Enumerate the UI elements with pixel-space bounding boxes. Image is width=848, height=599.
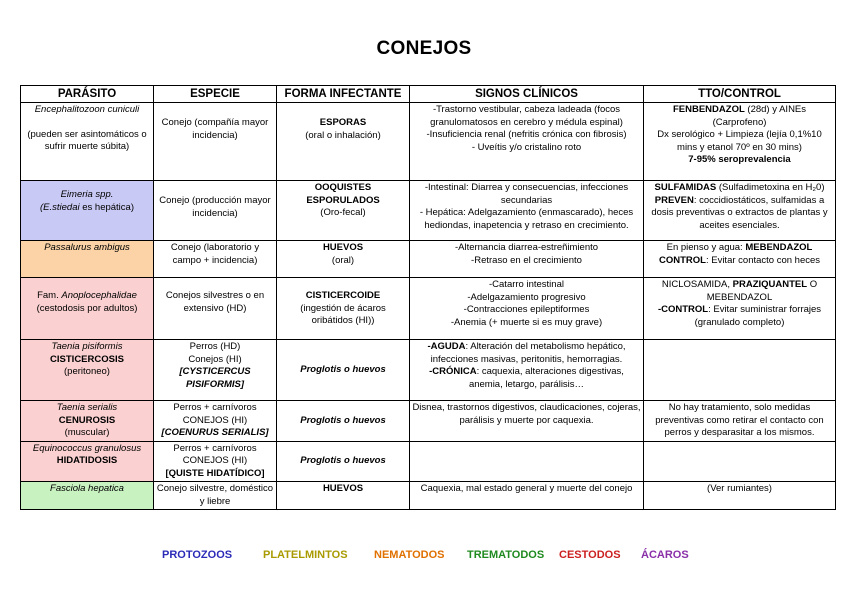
signs-cell (410, 482, 644, 510)
parasite-cell (21, 181, 154, 241)
parasite-cell (21, 441, 154, 482)
form-sub: (Oro-fecal) (320, 207, 366, 218)
tto-cell (644, 241, 836, 278)
sign-line: -Catarro intestinal (489, 279, 564, 290)
disease-name: HIDATIDOSIS (56, 455, 118, 466)
legend-trematodos: TREMATODOS (467, 549, 545, 561)
parasite-name: Equinococcus granulosus (32, 442, 142, 454)
sign-line: -Insuficiencia renal (nefritis crónica con fibrosis) (426, 129, 627, 140)
species-line: Perros + carnívoros (173, 402, 257, 413)
tto-text: (Ver rumiantes) (707, 483, 772, 494)
parasite-name: Eimeria spp. (60, 189, 114, 200)
species-larva: [COENURUS SERIALIS] (161, 427, 269, 438)
parasite-note-italic: (E.stiedai (39, 201, 80, 213)
tto-control-label: -CONTROL (657, 304, 709, 315)
parasite-name: Passalurus ambigus (44, 242, 130, 253)
species-cell (154, 103, 277, 181)
species-text: Conejo silvestre, doméstico y liebre (156, 483, 274, 507)
form-cell (277, 401, 410, 442)
tto-drug: FENBENDAZOL (672, 104, 745, 115)
sign-line: -Trastorno vestibular, cabeza ladeada (focos granulomatosos en cerebro y médula espinal) (430, 104, 623, 128)
tto-pre: NICLOSAMIDA, (661, 279, 733, 290)
form-cell (277, 181, 410, 241)
parasite-name: Taenia serialis (56, 402, 118, 413)
tto-preven-text: : coccidiostáticos, sulfamidas a dosis preventivas o extractos de plantas y aceites esenciales. (651, 194, 828, 231)
parasite-cell (21, 482, 154, 510)
form-cell (277, 241, 410, 278)
sign-line: -Contracciones epileptiformes (463, 304, 590, 315)
sign-chronic-label: -CRÓNICA (429, 366, 477, 377)
form-main: OOQUISTES ESPORULADOS (306, 182, 380, 206)
legend-platelmintos: PLATELMINTOS (263, 549, 348, 561)
form-main: HUEVOS (322, 242, 364, 253)
species-line: Perros + carnívoros (173, 442, 257, 454)
parasite-cell (21, 340, 154, 401)
sign-line: -Anemia (+ muerte si es muy grave) (450, 316, 603, 328)
sign-acute-label: -AGUDA (427, 341, 466, 352)
signs-cell (410, 340, 644, 401)
tto-preven-label: PREVEN (654, 194, 694, 206)
table-row (21, 278, 836, 340)
legend-acaros: ÁCAROS (641, 549, 689, 561)
form-main: Proglotis o huevos (300, 455, 386, 466)
sign-text: Disnea, trastornos digestivos, claudicaciones, cojeras, parálisis y muerte por caquexia. (412, 402, 641, 426)
parasite-note: (muscular) (64, 427, 110, 438)
parasite-pre: Fam. (37, 290, 62, 301)
form-main: Proglotis o huevos (300, 414, 386, 426)
tto-control-text: : Evitar contacto con heces (705, 254, 821, 266)
species-cell (154, 482, 277, 510)
page-title: CONEJOS (376, 38, 472, 59)
disease-name: CISTICERCOSIS (50, 353, 124, 365)
tto-cell (644, 278, 836, 340)
disease-name: CENUROSIS (58, 414, 116, 426)
tto-line: Dx serológico + Limpieza (lejía 0,1%10 mins y etanol 70º en 30 mins) (657, 129, 822, 153)
legend-nematodos: NEMATODOS (374, 549, 445, 561)
tto-drug-rest: (28d) y AINEs (744, 104, 807, 115)
parasite-cell (21, 103, 154, 181)
legend-cestodos: CESTODOS (559, 549, 621, 561)
parasite-table (20, 85, 836, 510)
form-main: CISTICERCOIDE (305, 290, 381, 301)
sign-line: - Hepática: Adelgazamiento (enmascarado), heces hediondas, inapetencia y retraso en crecimiento. (419, 207, 634, 231)
tto-cell (644, 441, 836, 482)
signs-cell (410, 401, 644, 442)
sign-line: -Intestinal: Diarrea y consecuencias, infecciones secundarias (424, 182, 629, 206)
species-text: Conejo (compañía mayor incidencia) (161, 117, 269, 141)
tto-cell (644, 181, 836, 241)
species-line: Perros (HD) (189, 341, 241, 352)
sign-line: -Alternancia diarrea-estreñimiento (454, 242, 599, 253)
signs-cell (410, 103, 644, 181)
tto-cell (644, 401, 836, 442)
form-sub: (oral o inhalación) (305, 129, 381, 141)
species-cell (154, 441, 277, 482)
parasite-note: (cestodosis por adultos) (36, 302, 138, 314)
tto-cell (644, 482, 836, 510)
tto-control-label: CONTROL (658, 254, 706, 266)
header-row (21, 86, 836, 103)
tto-cell (644, 103, 836, 181)
tto-pre: En pienso y agua: (666, 242, 746, 253)
parasite-note: (pueden ser asintomáticos o sufrir muerte súbita) (27, 128, 147, 152)
parasite-note: (peritoneo) (64, 366, 110, 377)
signs-cell (410, 441, 644, 482)
form-cell (277, 441, 410, 482)
col-header-parasito: PARÁSITO (21, 86, 154, 103)
table-row (21, 340, 836, 401)
tto-prevalence: 7-95% seroprevalencia (688, 154, 791, 165)
form-cell (277, 103, 410, 181)
form-cell (277, 340, 410, 401)
species-larva: [CYSTICERCUS PISIFORMIS] (179, 366, 251, 390)
species-cell (154, 241, 277, 278)
col-header-forma: FORMA INFECTANTE (277, 86, 410, 103)
parasite-note-rest: es hepática) (79, 201, 134, 213)
color-legend (0, 549, 848, 563)
form-main: Proglotis o huevos (300, 363, 386, 375)
species-larva: [QUISTE HIDATÍDICO] (165, 467, 265, 479)
parasite-cell (21, 278, 154, 340)
tto-drug-rest: (Sulfadimetoxina en H₂0) (716, 182, 825, 193)
parasite-cell (21, 401, 154, 442)
species-text: Conejos silvestres o en extensivo (HD) (165, 290, 265, 314)
tto-drug-rest: O MEBENDAZOL (706, 279, 818, 303)
signs-cell (410, 181, 644, 241)
table-row (21, 241, 836, 278)
table-row (21, 103, 836, 181)
tto-line: (Carprofeno) (712, 116, 767, 128)
species-text: Conejo (producción mayor incidencia) (159, 195, 271, 219)
species-line: CONEJOS (HI) (182, 455, 248, 466)
parasite-name: Anoplocephalidae (61, 290, 137, 301)
parasite-name: Encephalitozoon cuniculi (34, 104, 140, 115)
sign-acute-text: : Alteración del metabolismo hepático, infecciones masivas, peritonitis, hemorragias. (430, 341, 626, 365)
tto-drug: PRAZIQUANTEL (732, 279, 808, 290)
species-text: Conejo (laboratorio y campo + incidencia) (170, 242, 260, 266)
form-cell (277, 278, 410, 340)
col-header-tto: TTO/CONTROL (644, 86, 836, 103)
sign-line: -Adelgazamiento progresivo (467, 291, 586, 303)
tto-drug: SULFAMIDAS (654, 182, 717, 193)
tto-drug: MEBENDAZOL (745, 242, 813, 253)
table-row (21, 401, 836, 442)
species-cell (154, 181, 277, 241)
species-cell (154, 340, 277, 401)
species-line: CONEJOS (HI) (182, 414, 248, 426)
table-row (21, 482, 836, 510)
col-header-signos: SIGNOS CLÍNICOS (410, 86, 644, 103)
species-cell (154, 278, 277, 340)
parasite-cell (21, 241, 154, 278)
sign-text: Caquexia, mal estado general y muerte del conejo (420, 483, 633, 494)
table-row (21, 441, 836, 482)
form-main: HUEVOS (322, 483, 364, 494)
sign-line: - Uveítis y/o cristalino roto (471, 141, 582, 153)
sign-chronic-text: : caquexia, alteraciones digestivas, anemia, letargo, parálisis… (468, 366, 624, 390)
col-header-especie: ESPECIE (154, 86, 277, 103)
form-cell (277, 482, 410, 510)
form-sub: (oral) (331, 254, 355, 266)
signs-cell (410, 278, 644, 340)
signs-cell (410, 241, 644, 278)
parasite-name: Fasciola hepatica (50, 483, 124, 494)
tto-text: No hay tratamiento, solo medidas preventivas como retirar el contacto con perros y desparasitar a los mismos. (655, 402, 824, 438)
sign-line: -Retraso en el crecimiento (471, 254, 582, 266)
form-main: ESPORAS (319, 117, 367, 128)
form-sub: (ingestión de ácaros oribátidos (HI)) (300, 302, 386, 326)
tto-control-text: : Evitar suministrar forrajes (granulado completo) (694, 304, 822, 328)
parasite-name: Taenia pisiformis (51, 341, 123, 352)
table-row (21, 181, 836, 241)
species-line: Conejos (HI) (188, 353, 242, 365)
species-cell (154, 401, 277, 442)
tto-cell (644, 340, 836, 401)
legend-protozoos: PROTOZOOS (162, 549, 233, 561)
